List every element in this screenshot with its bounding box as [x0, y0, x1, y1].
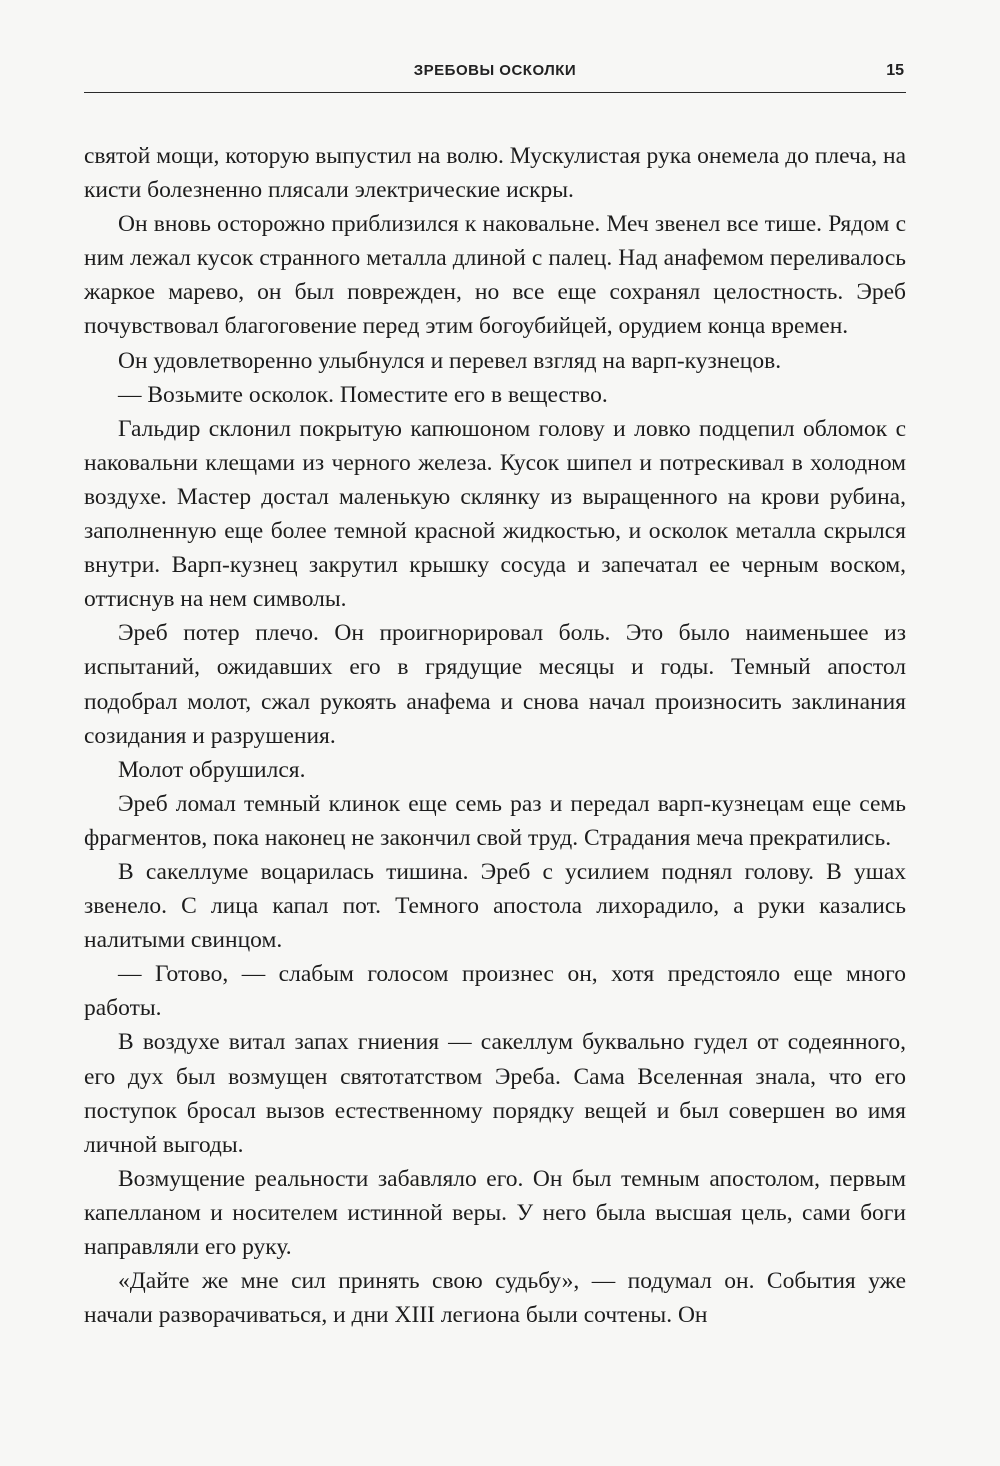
- paragraph: — Возьмите осколок. Поместите его в вещество.: [118, 381, 608, 408]
- paragraph: «Дайте же мне сил принять свою судьбу», — подумал он. События уже начали разворачиваться, и дни XIII легиона были сочтены. Он: [84, 1268, 906, 1329]
- running-header: [84, 56, 906, 93]
- paragraph: В воздухе витал запах гниения — сакеллум буквально гудел от содеянного, его дух был возмущен святотатством Эреба. Сама Вселенная знала, что его поступок бросал вызов естественному порядку вещей и был совершен во имя личной выгоды.: [84, 1029, 906, 1158]
- body-text: [84, 139, 906, 1332]
- paragraph: Он удовлетворенно улыбнулся и перевел взгляд на варп-кузнецов.: [118, 347, 782, 374]
- paragraph: В сакеллуме воцарилась тишина. Эреб с усилием поднял голову. В ушах звенело. С лица капал пот. Темного апостола лихорадило, а руки казались налитыми свинцом.: [84, 858, 906, 954]
- paragraph: Эреб потер плечо. Он проигнорировал боль. Это было наименьшее из испытаний, ожидавших его в грядущие месяцы и годы. Темный апостол подобрал молот, сжал рукоять анафема и снова начал произносить заклинания созидания и разрушения.: [84, 620, 906, 749]
- paragraph: Эреб ломал темный клинок еще семь раз и передал варп-кузнецам еще семь фрагментов, пока наконец не закончил свой труд. Страдания меча прекратились.: [84, 790, 906, 851]
- running-title: ЗРЕБОВЫ ОСКОЛКИ: [413, 62, 577, 79]
- page-number: 15: [886, 62, 904, 79]
- paragraph: Возмущение реальности забавляло его. Он был темным апостолом, первым капелланом и носителем истинной веры. У него была высшая цель, сами боги направляли его руку.: [84, 1165, 906, 1260]
- paragraph: Молот обрушился.: [118, 756, 306, 783]
- paragraph: Он вновь осторожно приблизился к наковальне. Меч звенел все тише. Рядом с ним лежал кусок странного металла длиной с палец. Над анафемом переливалось жаркое марево, он был поврежден, но все еще сохранял целостность. Эреб почувствовал благоговение перед этим богоубийцей, орудием конца времен.: [84, 211, 906, 340]
- paragraph: святой мощи, которую выпустил на волю. Мускулистая рука онемела до плеча, на кисти болезненно плясали электрические искры.: [84, 143, 906, 204]
- paragraph: — Готово, — слабым голосом произнес он, хотя предстояло еще много работы.: [84, 961, 906, 1022]
- paragraph: Гальдир склонил покрытую капюшоном голову и ловко подцепил обломок с наковальни клещами из черного железа. Кусок шипел и потрескивал в холодном воздухе. Мастер достал маленькую склянку из выращенного на крови рубина, заполненную еще более темной красной жидкостью, и осколок металла скрылся внутри. Варп-кузнец закрутил крышку сосуда и запечатал ее черным воском, оттиснув на нем символы.: [84, 415, 906, 613]
